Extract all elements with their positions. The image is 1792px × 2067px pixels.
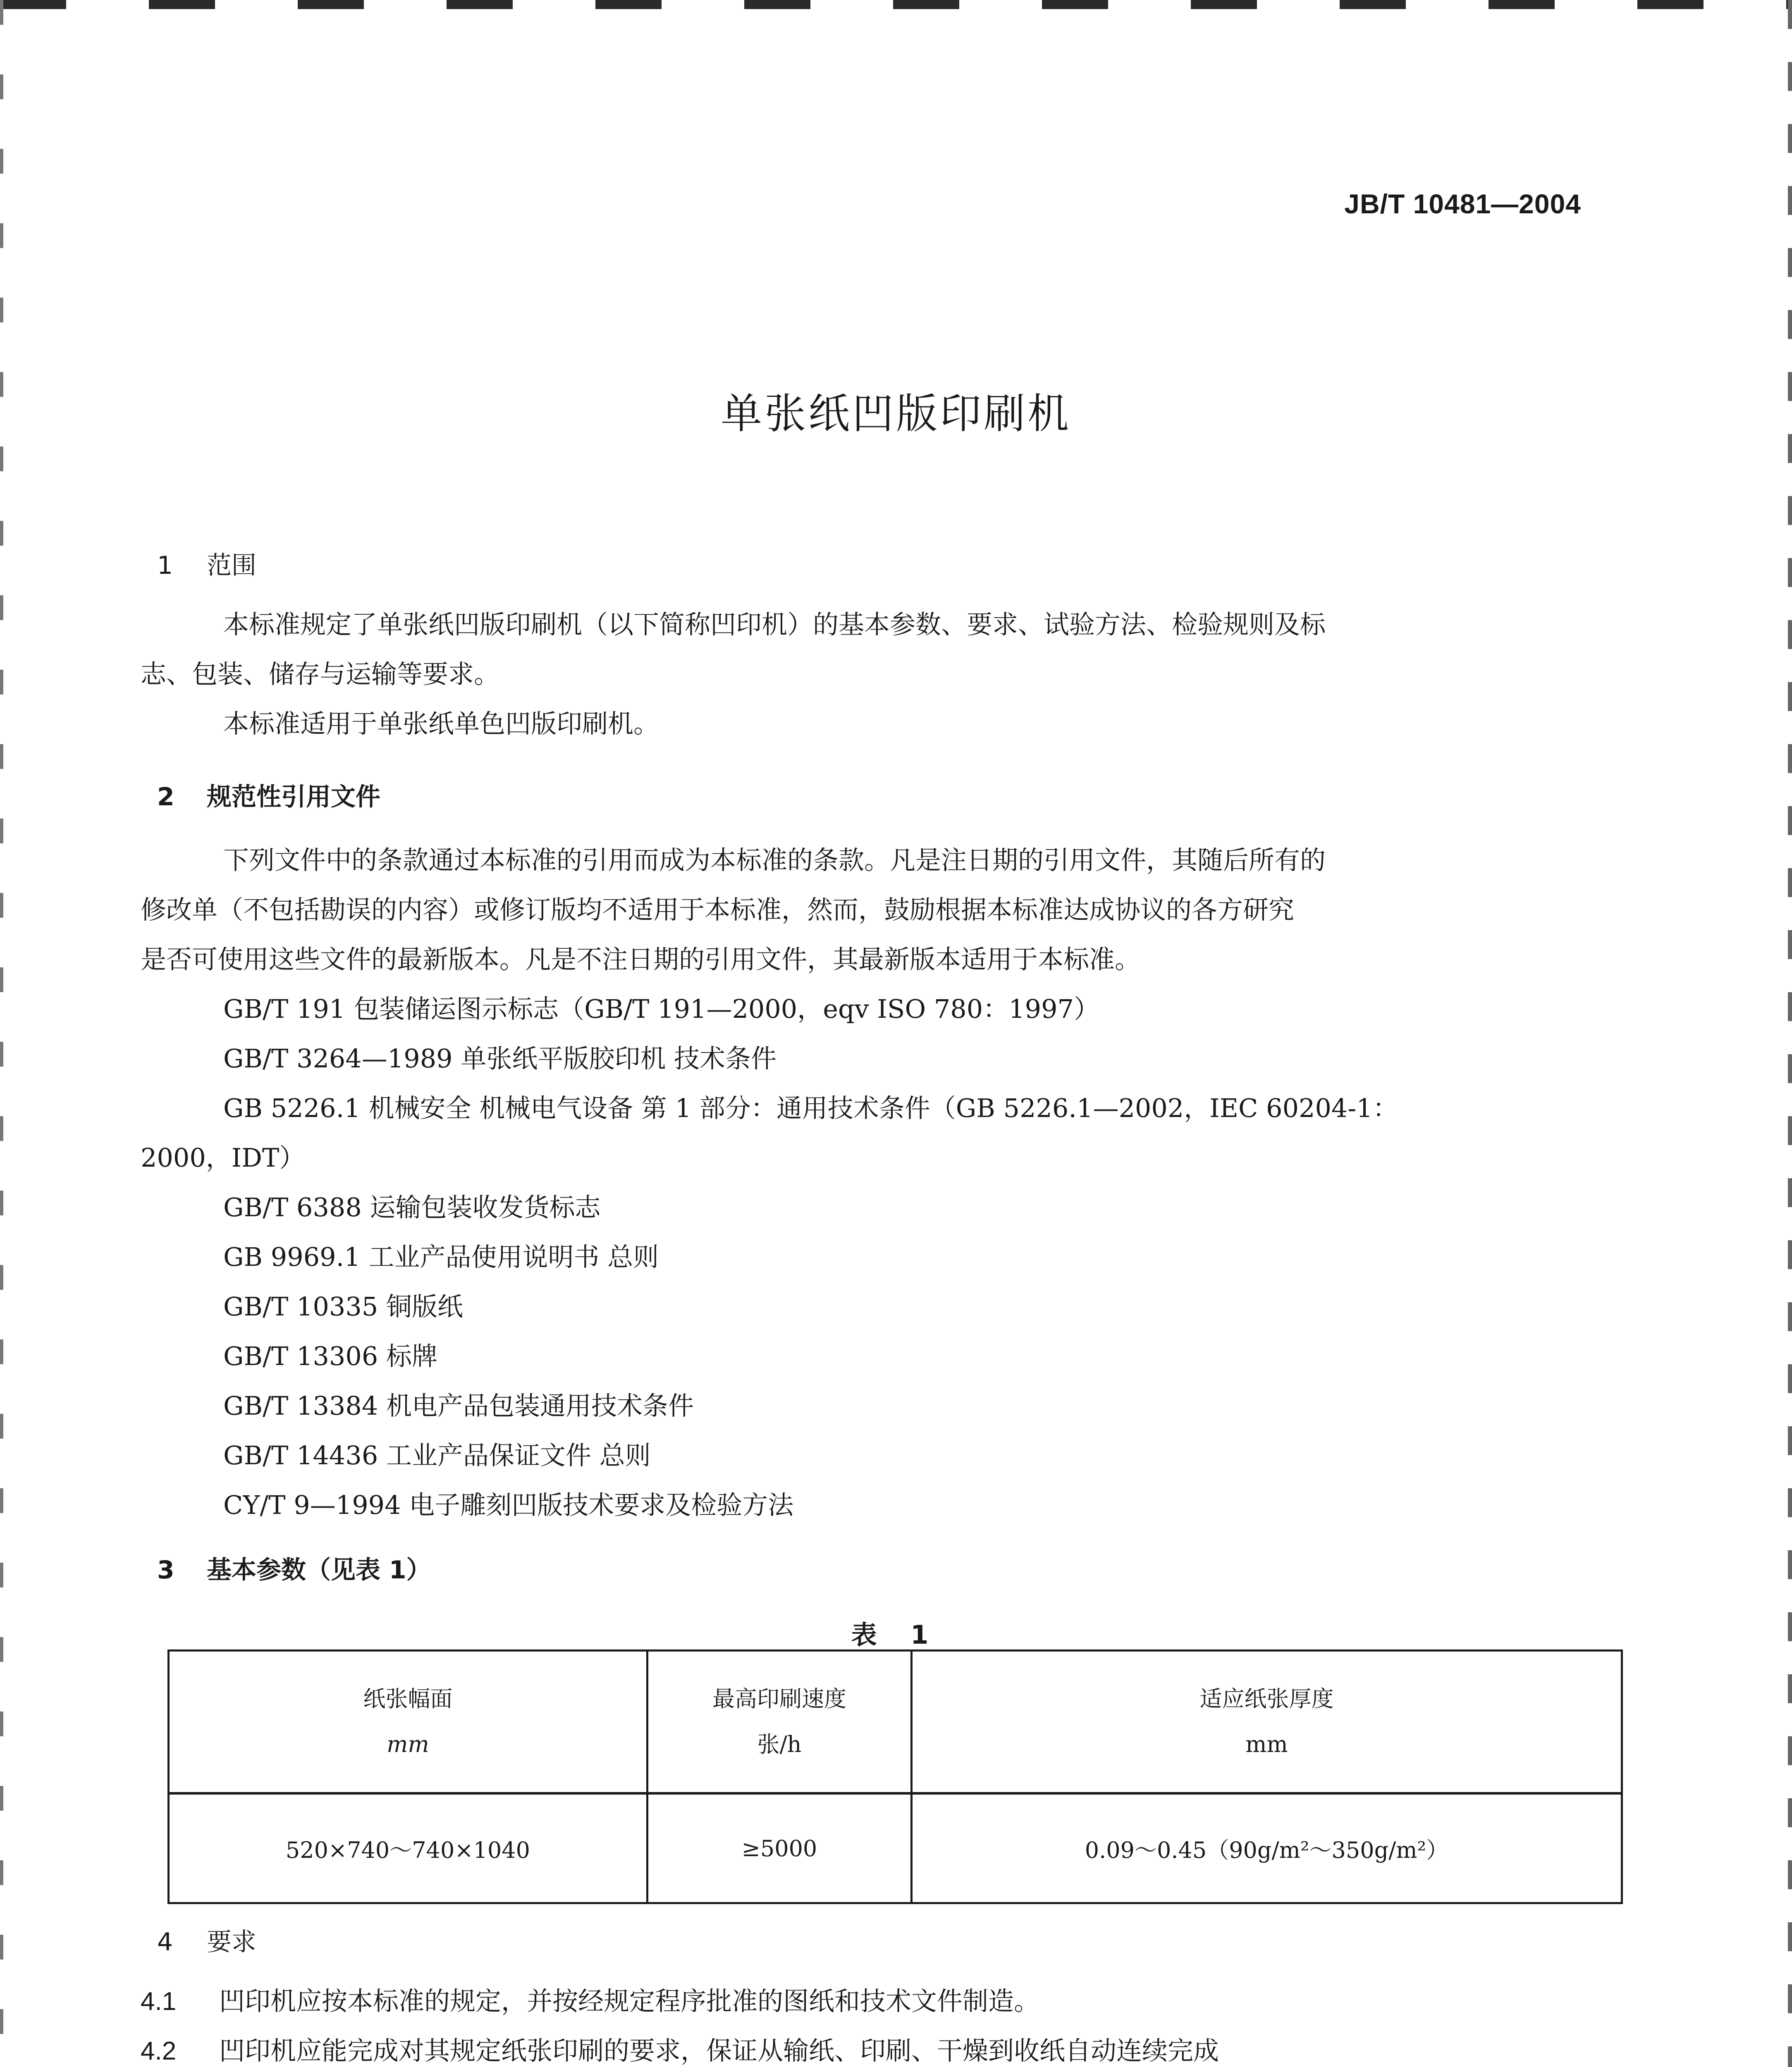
header-unit: 张/h: [757, 1731, 802, 1757]
paragraph: 志、包装、储存与运输等要求。: [141, 659, 500, 689]
table-header-cell: [169, 1651, 648, 1794]
reference-item: GB/T 13306 标牌: [223, 1341, 437, 1371]
document-title: 单张纸凹版印刷机: [721, 389, 1071, 438]
table-cell: ≥5000: [647, 1793, 911, 1903]
section-number: 2: [157, 783, 174, 812]
section-2-heading: [157, 777, 380, 813]
section-number: 4: [157, 1928, 173, 1957]
table-row: [169, 1793, 1622, 1903]
header-unit: mm: [387, 1731, 429, 1757]
clause-4-2: [141, 2038, 1219, 2064]
section-4-heading: [157, 1922, 256, 1958]
header-label: 最高印刷速度: [712, 1686, 846, 1712]
table-caption: 表 1: [851, 1620, 941, 1650]
section-number: 1: [157, 551, 173, 580]
paragraph: 本标准适用于单张纸单色凹版印刷机。: [223, 709, 659, 739]
clause-text: 凹印机应按本标准的规定，并按经规定程序批准的图纸和技术文件制造。: [219, 1986, 1040, 2016]
reference-item: GB/T 191 包装储运图示标志（GB/T 191—2000，eqv ISO 780：1997）: [223, 994, 1099, 1024]
table-header-cell: [647, 1651, 911, 1794]
scan-border-right: [1788, 0, 1792, 2067]
table-cell: 0.09～0.45（90g/m²～350g/m²）: [911, 1793, 1622, 1903]
header-label: 适应纸张厚度: [1199, 1686, 1334, 1712]
table-header-row: [169, 1651, 1622, 1794]
table-header-cell: [911, 1651, 1622, 1794]
section-title: 基本参数（见表 1）: [207, 1556, 431, 1585]
section-title: 要求: [207, 1928, 256, 1957]
clause-number: 4.2: [141, 2037, 177, 2065]
header-unit: mm: [1245, 1731, 1288, 1757]
reference-item: GB/T 13384 机电产品包装通用技术条件: [223, 1391, 694, 1421]
reference-item: GB/T 10335 铜版纸: [223, 1291, 463, 1322]
reference-item: GB 9969.1 工业产品使用说明书 总则: [223, 1242, 659, 1272]
section-title: 范围: [207, 551, 256, 580]
section-1-heading: [157, 546, 256, 581]
reference-item: GB/T 6388 运输包装收发货标志: [223, 1192, 601, 1222]
reference-item: GB/T 14436 工业产品保证文件 总则: [223, 1440, 651, 1470]
reference-item: GB/T 3264—1989 单张纸平版胶印机 技术条件: [223, 1043, 777, 1074]
reference-item: CY/T 9—1994 电子雕刻凹版技术要求及检验方法: [223, 1490, 794, 1520]
paragraph: 是否可使用这些文件的最新版本。凡是不注日期的引用文件，其最新版本适用于本标准。: [141, 944, 1141, 974]
scan-border-top: [0, 0, 1792, 9]
section-title: 规范性引用文件: [207, 783, 380, 812]
reference-item: 2000，IDT）: [141, 1143, 305, 1173]
paragraph: 本标准规定了单张纸凹版印刷机（以下简称凹印机）的基本参数、要求、试验方法、检验规则及标: [223, 609, 1326, 640]
clause-4-1: [141, 1988, 1039, 2014]
clause-text: 凹印机应能完成对其规定纸张印刷的要求，保证从输纸、印刷、干燥到收纸自动连续完成: [219, 2036, 1219, 2066]
clause-number: 4.1: [141, 1987, 177, 2016]
parameters-table: [167, 1649, 1623, 1904]
table-cell: 520×740～740×1040: [169, 1793, 648, 1903]
section-number: 3: [157, 1556, 174, 1585]
reference-item: GB 5226.1 机械安全 机械电气设备 第 1 部分：通用技术条件（GB 5226.1—2002，IEC 60204-1：: [223, 1093, 1398, 1123]
standard-number: JB/T 10481—2004: [1344, 189, 1581, 219]
header-label: 纸张幅面: [363, 1686, 453, 1712]
paragraph: 修改单（不包括勘误的内容）或修订版均不适用于本标准，然而，鼓励根据本标准达成协议的各方研究: [141, 895, 1295, 925]
scan-border-left: [0, 0, 3, 2067]
paragraph: 下列文件中的条款通过本标准的引用而成为本标准的条款。凡是注日期的引用文件，其随后所有的: [223, 845, 1326, 875]
section-3-heading: [157, 1550, 431, 1586]
